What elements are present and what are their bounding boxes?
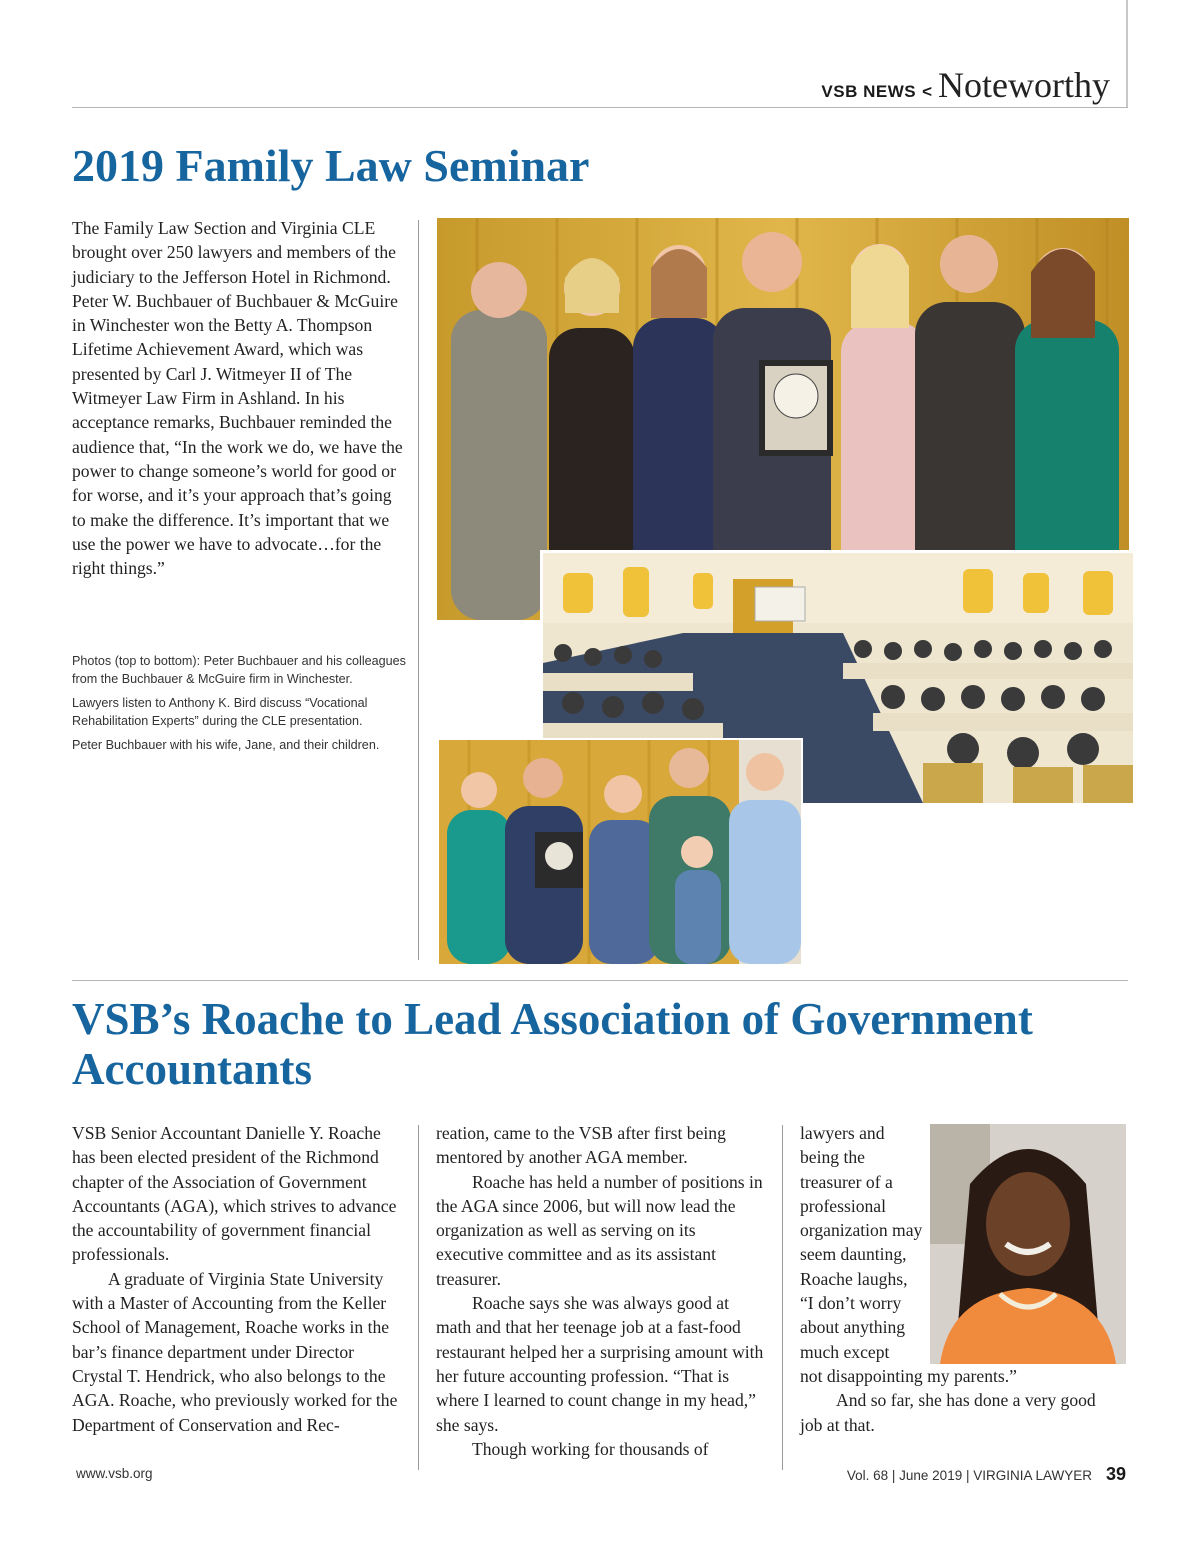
article1-paragraph: The Family Law Section and Virginia CLE brought over 250 lawyers and members of the judiciary to the Jefferson Hotel in Richmond. Peter W. Buchbauer of Buchbauer & McGuire in Winchester won the Betty A. Thompson Lifetime Achievement Award, which was presented by Carl J. Witmeyer II of The Witmeyer Law Firm in Ashland. In his acceptance remarks, Buchbauer reminded the audience that, “In the work we do, we have the power to change someone’s world for good or for worse, and it’s your approach that’s going to make the difference. It’s important that we use the power we have to advocate…for the right things.” [72,218,403,579]
header-separator: < [922,82,933,101]
page-number: 39 [1105,1464,1126,1484]
article2-title: VSB’s Roache to Lead Association of Government Accountants [72,994,1033,1094]
paragraph: not disappointing my parents.” [800,1365,1017,1386]
article2-column-2 [436,1121,766,1461]
article2-column-1 [72,1121,402,1437]
category-label: Noteworthy [938,65,1110,105]
photo-captions [72,652,408,760]
family-photo [437,738,803,966]
article-divider [72,980,1128,981]
footer-issue: Vol. 68 | June 2019 | VIRGINIA LAWYER [846,1468,1092,1483]
article1-title: 2019 Family Law Seminar [72,140,590,191]
caption-1: Photos (top to bottom): Peter Buchbauer and his colleagues from the Buchbauer & McGuire firm in Winchester. [72,654,406,686]
header-vertical-rule [1126,0,1128,108]
section-header [821,64,1110,106]
paragraph: reation, came to the VSB after first being mentored by another AGA member. [436,1123,726,1168]
paragraph: A graduate of Virginia State University with a Master of Accounting from the Keller School of Management, Roache works in the bar’s finance department under Director Crystal T. Hendrick, who also belongs to the AGA. Roache, who previously worked for the Department of Conservation and Rec- [72,1268,398,1435]
paragraph: Roache has held a number of positions in the AGA since 2006, but will now lead the organization as well as serving on its executive committee and as its assistant treasurer. [436,1171,763,1289]
header-rule [72,107,1128,108]
paragraph: Roache says she was always good at math and that her teenage job at a fast-food restaurant helped her a surprising amount with her future accounting profession. “That is where I learned to count change in my head,” she says. [436,1293,764,1435]
article1-body [72,216,406,580]
column-divider [418,220,419,960]
roache-portrait [930,1124,1126,1364]
column-divider [782,1125,783,1470]
paragraph: Though working for thousands of [472,1438,709,1459]
caption-2: Lawyers listen to Anthony K. Bird discuss “Vocational Rehabilitation Experts” during the CLE presentation. [72,696,368,728]
footer-url: www.vsb.org [76,1466,153,1481]
paragraph: lawyers and being the treasurer of a professional organization may seem daunting, Roache laughs, “I don’t worry about anything much except [800,1123,923,1362]
paragraph: VSB Senior Accountant Danielle Y. Roache has been elected president of the Richmond chapter of the Association of Government Accountants (AGA), which strives to advance the accountability of government financial professionals. [72,1123,397,1265]
column-divider [418,1125,419,1470]
paragraph: And so far, she has done a very good job at that. [800,1390,1096,1435]
section-label: VSB NEWS [821,82,917,101]
caption-3: Peter Buchbauer with his wife, Jane, and their children. [72,738,380,752]
